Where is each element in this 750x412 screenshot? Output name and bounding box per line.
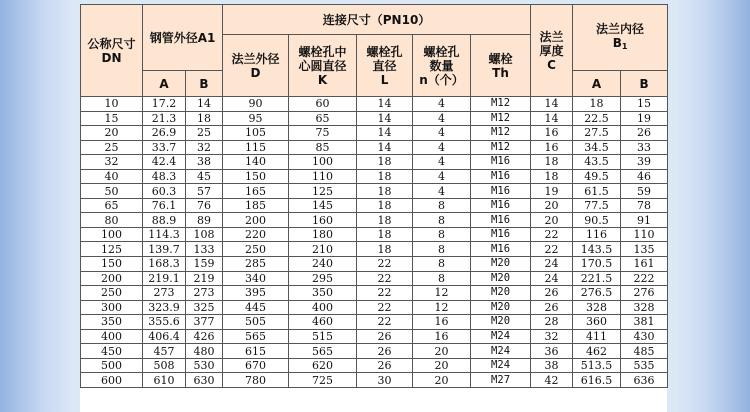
- cell-bolt-hole: 22: [357, 300, 413, 315]
- cell-inner-dia-b: 15: [621, 97, 668, 112]
- cell-flange-od: 220: [223, 227, 289, 242]
- cell-dn: 125: [81, 242, 143, 257]
- cell-bolt: M16: [471, 184, 531, 199]
- cell-bolt-circle: 160: [289, 213, 357, 228]
- header-bolt-hole-line1: 螺栓孔: [366, 44, 403, 59]
- cell-pipe-od-a: 139.7: [143, 242, 186, 257]
- header-pipe-od-a: A: [143, 71, 186, 97]
- cell-inner-dia-b: 535: [621, 358, 668, 373]
- cell-bolt-count: 4: [413, 140, 471, 155]
- cell-pipe-od-a: 33.7: [143, 140, 186, 155]
- cell-flange-od: 250: [223, 242, 289, 257]
- table-row: [81, 300, 668, 315]
- header-bolt-count: [413, 35, 471, 97]
- cell-inner-dia-a: 34.5: [573, 140, 621, 155]
- header-dn-line2: DN: [101, 50, 122, 65]
- cell-flange-od: 90: [223, 97, 289, 112]
- cell-pipe-od-b: 14: [186, 97, 223, 112]
- cell-flange-od: 140: [223, 155, 289, 170]
- cell-bolt-count: 4: [413, 97, 471, 112]
- cell-bolt-count: 4: [413, 169, 471, 184]
- cell-pipe-od-b: 480: [186, 344, 223, 359]
- cell-flange-od: 780: [223, 373, 289, 388]
- cell-pipe-od-b: 133: [186, 242, 223, 257]
- header-flange-od-line2: D: [250, 65, 261, 80]
- cell-thickness: 24: [531, 257, 573, 272]
- cell-inner-dia-b: 33: [621, 140, 668, 155]
- cell-bolt-hole: 26: [357, 344, 413, 359]
- cell-bolt-count: 8: [413, 257, 471, 272]
- header-inner-dia-b: B: [621, 71, 668, 97]
- cell-dn: 400: [81, 329, 143, 344]
- cell-pipe-od-b: 18: [186, 111, 223, 126]
- cell-inner-dia-b: 78: [621, 198, 668, 213]
- header-bolt-circle-line2: 心圆直径: [298, 58, 347, 73]
- cell-bolt-circle: 180: [289, 227, 357, 242]
- cell-bolt-hole: 14: [357, 126, 413, 141]
- cell-pipe-od-b: 25: [186, 126, 223, 141]
- cell-inner-dia-b: 91: [621, 213, 668, 228]
- cell-pipe-od-a: 406.4: [143, 329, 186, 344]
- cell-pipe-od-b: 325: [186, 300, 223, 315]
- cell-bolt-count: 20: [413, 358, 471, 373]
- cell-bolt: M20: [471, 271, 531, 286]
- cell-thickness: 36: [531, 344, 573, 359]
- cell-bolt-hole: 18: [357, 242, 413, 257]
- header-connection: 连接尺寸（PN10）: [223, 5, 531, 35]
- cell-bolt: M24: [471, 358, 531, 373]
- cell-inner-dia-b: 26: [621, 126, 668, 141]
- cell-pipe-od-a: 457: [143, 344, 186, 359]
- cell-inner-dia-b: 161: [621, 257, 668, 272]
- cell-pipe-od-a: 17.2: [143, 97, 186, 112]
- cell-inner-dia-b: 46: [621, 169, 668, 184]
- cell-bolt-hole: 14: [357, 140, 413, 155]
- cell-thickness: 22: [531, 227, 573, 242]
- header-bolt-count-line2: 数量: [429, 58, 454, 73]
- cell-pipe-od-a: 114.3: [143, 227, 186, 242]
- cell-bolt-circle: 210: [289, 242, 357, 257]
- table-row: [81, 257, 668, 272]
- cell-bolt-hole: 22: [357, 257, 413, 272]
- cell-thickness: 20: [531, 198, 573, 213]
- cell-inner-dia-a: 27.5: [573, 126, 621, 141]
- table-row: [81, 126, 668, 141]
- cell-inner-dia-a: 170.5: [573, 257, 621, 272]
- cell-inner-dia-a: 77.5: [573, 198, 621, 213]
- table-row: [81, 155, 668, 170]
- cell-pipe-od-b: 89: [186, 213, 223, 228]
- cell-pipe-od-b: 32: [186, 140, 223, 155]
- cell-pipe-od-b: 426: [186, 329, 223, 344]
- table-row: [81, 227, 668, 242]
- cell-flange-od: 200: [223, 213, 289, 228]
- cell-inner-dia-a: 616.5: [573, 373, 621, 388]
- cell-thickness: 26: [531, 286, 573, 301]
- header-bolt-line2: Th: [492, 65, 509, 80]
- cell-bolt-circle: 60: [289, 97, 357, 112]
- cell-thickness: 38: [531, 358, 573, 373]
- header-inner-dia: [573, 5, 668, 71]
- cell-pipe-od-b: 38: [186, 155, 223, 170]
- header-inner-dia-line2: [573, 36, 667, 54]
- cell-inner-dia-a: 90.5: [573, 213, 621, 228]
- cell-bolt-hole: 30: [357, 373, 413, 388]
- header-flange-od-line1: 法兰外径: [231, 51, 280, 66]
- cell-pipe-od-a: 76.1: [143, 198, 186, 213]
- header-thickness-line2: 厚度: [539, 43, 564, 58]
- cell-bolt: M16: [471, 227, 531, 242]
- cell-dn: 65: [81, 198, 143, 213]
- cell-thickness: 14: [531, 97, 573, 112]
- cell-bolt: M16: [471, 198, 531, 213]
- cell-dn: 25: [81, 140, 143, 155]
- cell-bolt-hole: 26: [357, 358, 413, 373]
- cell-bolt: M27: [471, 373, 531, 388]
- cell-bolt: M12: [471, 140, 531, 155]
- cell-pipe-od-a: 323.9: [143, 300, 186, 315]
- cell-thickness: 28: [531, 315, 573, 330]
- cell-flange-od: 615: [223, 344, 289, 359]
- table-row: [81, 140, 668, 155]
- cell-bolt: M12: [471, 111, 531, 126]
- cell-bolt-circle: 240: [289, 257, 357, 272]
- cell-inner-dia-a: 18: [573, 97, 621, 112]
- cell-bolt-hole: 18: [357, 198, 413, 213]
- cell-bolt: M16: [471, 155, 531, 170]
- cell-bolt: M12: [471, 97, 531, 112]
- cell-bolt-count: 4: [413, 111, 471, 126]
- cell-bolt-circle: 100: [289, 155, 357, 170]
- cell-dn: 15: [81, 111, 143, 126]
- cell-bolt-circle: 515: [289, 329, 357, 344]
- header-thickness-line1: 法兰: [539, 29, 564, 44]
- header-inner-dia-line1: 法兰内径: [596, 21, 645, 36]
- cell-bolt-hole: 14: [357, 111, 413, 126]
- cell-dn: 600: [81, 373, 143, 388]
- cell-bolt-circle: 725: [289, 373, 357, 388]
- cell-flange-od: 95: [223, 111, 289, 126]
- cell-flange-od: 445: [223, 300, 289, 315]
- cell-inner-dia-b: 276: [621, 286, 668, 301]
- cell-dn: 350: [81, 315, 143, 330]
- cell-bolt: M20: [471, 286, 531, 301]
- cell-pipe-od-a: 21.3: [143, 111, 186, 126]
- cell-inner-dia-b: 328: [621, 300, 668, 315]
- header-inner-dia-symbol: B: [612, 35, 622, 50]
- cell-flange-od: 115: [223, 140, 289, 155]
- cell-thickness: 18: [531, 169, 573, 184]
- cell-inner-dia-b: 222: [621, 271, 668, 286]
- cell-bolt-circle: 400: [289, 300, 357, 315]
- table-row: [81, 271, 668, 286]
- cell-bolt-count: 8: [413, 227, 471, 242]
- cell-dn: 100: [81, 227, 143, 242]
- cell-dn: 200: [81, 271, 143, 286]
- cell-pipe-od-a: 168.3: [143, 257, 186, 272]
- cell-inner-dia-a: 49.5: [573, 169, 621, 184]
- header-dn: [81, 5, 143, 97]
- cell-inner-dia-b: 19: [621, 111, 668, 126]
- cell-bolt-hole: 14: [357, 97, 413, 112]
- cell-pipe-od-a: 610: [143, 373, 186, 388]
- header-thickness: [531, 5, 573, 97]
- cell-pipe-od-b: 76: [186, 198, 223, 213]
- cell-inner-dia-a: 360: [573, 315, 621, 330]
- cell-dn: 50: [81, 184, 143, 199]
- cell-pipe-od-b: 57: [186, 184, 223, 199]
- cell-bolt-hole: 22: [357, 286, 413, 301]
- cell-inner-dia-b: 485: [621, 344, 668, 359]
- header-bolt-circle-line1: 螺栓孔中: [298, 44, 347, 59]
- cell-inner-dia-b: 381: [621, 315, 668, 330]
- cell-bolt-count: 8: [413, 198, 471, 213]
- cell-pipe-od-b: 530: [186, 358, 223, 373]
- cell-thickness: 16: [531, 126, 573, 141]
- cell-bolt-count: 20: [413, 373, 471, 388]
- header-bolt-circle: [289, 35, 357, 97]
- cell-inner-dia-b: 135: [621, 242, 668, 257]
- cell-bolt-hole: 18: [357, 213, 413, 228]
- cell-bolt: M24: [471, 344, 531, 359]
- cell-bolt-hole: 18: [357, 169, 413, 184]
- table-row: [81, 97, 668, 112]
- cell-flange-od: 185: [223, 198, 289, 213]
- cell-bolt-hole: 18: [357, 227, 413, 242]
- cell-pipe-od-a: 508: [143, 358, 186, 373]
- table-body: [81, 97, 668, 388]
- cell-bolt: M12: [471, 126, 531, 141]
- table-row: [81, 184, 668, 199]
- cell-inner-dia-a: 43.5: [573, 155, 621, 170]
- cell-bolt-count: 8: [413, 213, 471, 228]
- cell-pipe-od-a: 42.4: [143, 155, 186, 170]
- table-row: [81, 286, 668, 301]
- header-bolt-circle-line3: K: [317, 72, 328, 87]
- cell-inner-dia-a: 116: [573, 227, 621, 242]
- cell-pipe-od-b: 159: [186, 257, 223, 272]
- cell-bolt-circle: 85: [289, 140, 357, 155]
- cell-inner-dia-a: 221.5: [573, 271, 621, 286]
- cell-bolt-circle: 620: [289, 358, 357, 373]
- cell-pipe-od-a: 355.6: [143, 315, 186, 330]
- cell-inner-dia-a: 276.5: [573, 286, 621, 301]
- cell-dn: 20: [81, 126, 143, 141]
- cell-thickness: 19: [531, 184, 573, 199]
- header-pipe-od-b: B: [186, 71, 223, 97]
- cell-bolt-circle: 75: [289, 126, 357, 141]
- cell-bolt-hole: 22: [357, 271, 413, 286]
- cell-inner-dia-b: 636: [621, 373, 668, 388]
- cell-bolt-count: 12: [413, 300, 471, 315]
- cell-inner-dia-b: 110: [621, 227, 668, 242]
- cell-bolt-count: 4: [413, 155, 471, 170]
- cell-bolt: M16: [471, 169, 531, 184]
- cell-bolt-circle: 65: [289, 111, 357, 126]
- cell-inner-dia-b: 59: [621, 184, 668, 199]
- cell-inner-dia-a: 61.5: [573, 184, 621, 199]
- cell-flange-od: 670: [223, 358, 289, 373]
- cell-thickness: 16: [531, 140, 573, 155]
- cell-pipe-od-b: 219: [186, 271, 223, 286]
- table-row: [81, 242, 668, 257]
- table-row: [81, 198, 668, 213]
- cell-pipe-od-a: 60.3: [143, 184, 186, 199]
- cell-dn: 250: [81, 286, 143, 301]
- cell-pipe-od-a: 48.3: [143, 169, 186, 184]
- cell-inner-dia-b: 430: [621, 329, 668, 344]
- cell-inner-dia-a: 462: [573, 344, 621, 359]
- cell-bolt-circle: 125: [289, 184, 357, 199]
- table-row: [81, 315, 668, 330]
- header-pipe-od: 钢管外径A1: [143, 5, 223, 71]
- cell-thickness: 24: [531, 271, 573, 286]
- cell-bolt: M20: [471, 300, 531, 315]
- header-flange-od: [223, 35, 289, 97]
- cell-bolt-circle: 110: [289, 169, 357, 184]
- cell-inner-dia-a: 328: [573, 300, 621, 315]
- cell-bolt-count: 4: [413, 126, 471, 141]
- table-row: [81, 213, 668, 228]
- cell-bolt-circle: 145: [289, 198, 357, 213]
- header-bolt-hole-line3: L: [380, 72, 389, 87]
- header-inner-dia-a: A: [573, 71, 621, 97]
- spec-sheet: [80, 4, 667, 412]
- cell-thickness: 22: [531, 242, 573, 257]
- cell-bolt-hole: 26: [357, 329, 413, 344]
- cell-bolt-hole: 22: [357, 315, 413, 330]
- cell-thickness: 14: [531, 111, 573, 126]
- header-dn-line1: 公称尺寸: [87, 36, 136, 51]
- cell-pipe-od-a: 26.9: [143, 126, 186, 141]
- cell-flange-od: 105: [223, 126, 289, 141]
- cell-pipe-od-a: 273: [143, 286, 186, 301]
- cell-bolt: M16: [471, 242, 531, 257]
- flange-dimension-table: [80, 4, 668, 388]
- header-bolt-hole: [357, 35, 413, 97]
- cell-dn: 80: [81, 213, 143, 228]
- cell-bolt-count: 8: [413, 271, 471, 286]
- cell-pipe-od-b: 273: [186, 286, 223, 301]
- cell-flange-od: 565: [223, 329, 289, 344]
- cell-dn: 500: [81, 358, 143, 373]
- header-bolt: [471, 35, 531, 97]
- cell-bolt: M16: [471, 213, 531, 228]
- cell-dn: 150: [81, 257, 143, 272]
- table-row: [81, 329, 668, 344]
- cell-thickness: 42: [531, 373, 573, 388]
- cell-bolt-count: 4: [413, 184, 471, 199]
- cell-pipe-od-b: 45: [186, 169, 223, 184]
- cell-thickness: 26: [531, 300, 573, 315]
- cell-dn: 10: [81, 97, 143, 112]
- cell-bolt-hole: 18: [357, 184, 413, 199]
- header-bolt-hole-line2: 直径: [372, 58, 397, 73]
- cell-bolt-circle: 295: [289, 271, 357, 286]
- cell-pipe-od-b: 108: [186, 227, 223, 242]
- cell-bolt-circle: 460: [289, 315, 357, 330]
- table-row: [81, 169, 668, 184]
- cell-pipe-od-a: 219.1: [143, 271, 186, 286]
- cell-dn: 300: [81, 300, 143, 315]
- cell-bolt-circle: 565: [289, 344, 357, 359]
- cell-bolt: M20: [471, 315, 531, 330]
- cell-pipe-od-b: 630: [186, 373, 223, 388]
- cell-bolt-count: 20: [413, 344, 471, 359]
- cell-bolt: M20: [471, 257, 531, 272]
- cell-bolt-count: 16: [413, 329, 471, 344]
- cell-bolt-count: 12: [413, 286, 471, 301]
- cell-inner-dia-b: 39: [621, 155, 668, 170]
- cell-dn: 450: [81, 344, 143, 359]
- header-bolt-count-line3: n（个）: [419, 72, 464, 87]
- cell-flange-od: 285: [223, 257, 289, 272]
- cell-thickness: 18: [531, 155, 573, 170]
- cell-inner-dia-a: 22.5: [573, 111, 621, 126]
- cell-thickness: 20: [531, 213, 573, 228]
- header-bolt-line1: 螺栓: [488, 51, 513, 66]
- cell-inner-dia-a: 411: [573, 329, 621, 344]
- cell-bolt-circle: 350: [289, 286, 357, 301]
- header-thickness-line3: C: [547, 57, 556, 72]
- header-inner-dia-subscript: 1: [621, 41, 628, 51]
- cell-flange-od: 395: [223, 286, 289, 301]
- cell-flange-od: 505: [223, 315, 289, 330]
- cell-thickness: 32: [531, 329, 573, 344]
- cell-bolt-hole: 18: [357, 155, 413, 170]
- table-row: [81, 111, 668, 126]
- cell-inner-dia-a: 513.5: [573, 358, 621, 373]
- table-row: [81, 373, 668, 388]
- header-bolt-count-line1: 螺栓孔: [423, 44, 460, 59]
- cell-flange-od: 340: [223, 271, 289, 286]
- cell-dn: 32: [81, 155, 143, 170]
- cell-flange-od: 165: [223, 184, 289, 199]
- table-row: [81, 344, 668, 359]
- cell-pipe-od-b: 377: [186, 315, 223, 330]
- cell-bolt-count: 8: [413, 242, 471, 257]
- cell-dn: 40: [81, 169, 143, 184]
- cell-flange-od: 150: [223, 169, 289, 184]
- cell-bolt: M24: [471, 329, 531, 344]
- table-row: [81, 358, 668, 373]
- cell-pipe-od-a: 88.9: [143, 213, 186, 228]
- cell-bolt-count: 16: [413, 315, 471, 330]
- cell-inner-dia-a: 143.5: [573, 242, 621, 257]
